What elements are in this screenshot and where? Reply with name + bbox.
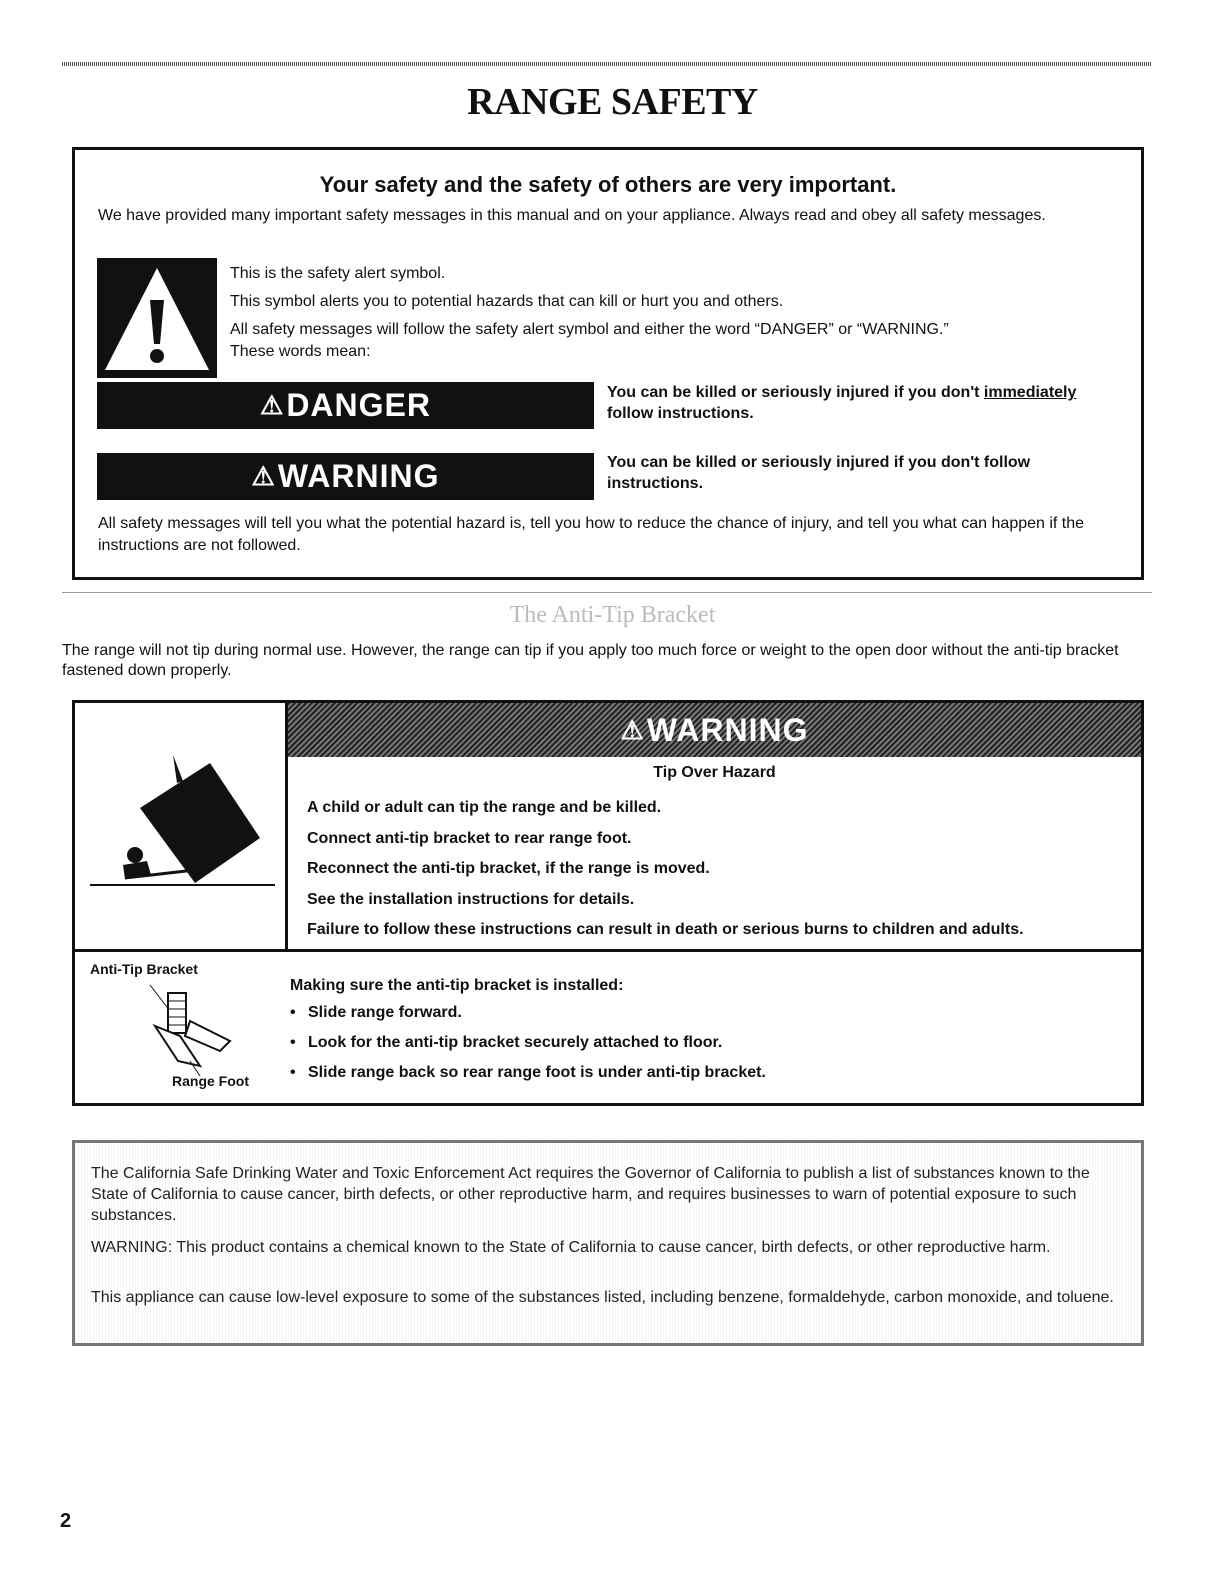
warning-description: You can be killed or seriously injured if you don't follow instructions. bbox=[607, 454, 1031, 492]
hazard-line: Connect anti-tip bracket to rear range foot. bbox=[307, 829, 632, 847]
tip-over-warning-box bbox=[72, 700, 1144, 1106]
hazard-line: A child or adult can tip the range and be killed. bbox=[307, 799, 662, 816]
hazard-line: Failure to follow these instructions can result in death or serious burns to children and adults. bbox=[307, 921, 1024, 938]
warning-banner-label: WARNING bbox=[646, 712, 809, 748]
warning-banner bbox=[288, 703, 1141, 757]
symbol-line-2: This symbol alerts you to potential hazards that can kill or hurt you and others. bbox=[230, 293, 784, 310]
list-item: • Look for the anti-tip bracket securely attached to floor. bbox=[290, 1028, 1110, 1058]
danger-description bbox=[607, 382, 1127, 424]
symbol-line-4: These words mean: bbox=[230, 343, 371, 360]
tip-over-illustration bbox=[85, 753, 280, 893]
safety-footer: All safety messages will tell you what the potential hazard is, tell you how to reduce the chance of injury, and tell you what can happen if the instructions are not followed. bbox=[98, 515, 1085, 554]
california-paragraph: WARNING: This product contains a chemical known to the State of California to cause cancer, birth defects, or other reproductive harm. bbox=[91, 1239, 1051, 1256]
list-item: • Slide range forward. bbox=[290, 998, 1110, 1028]
hazard-title: Tip Over Hazard bbox=[653, 764, 776, 781]
hazard-line: See the installation instructions for details. bbox=[307, 890, 635, 908]
bracket-caption: Anti-Tip Bracket bbox=[90, 961, 198, 977]
warning-triangle-icon: ⚠ bbox=[620, 715, 645, 745]
safety-intro: We have provided many important safety messages in this manual and on your appliance. Always read and obey all safety messages. bbox=[98, 207, 1046, 224]
foot-caption: Range Foot bbox=[172, 1073, 249, 1089]
california-notice-box bbox=[72, 1140, 1144, 1346]
hazard-lines bbox=[307, 793, 1127, 946]
warning-signal-word bbox=[97, 453, 594, 500]
danger-label: DANGER bbox=[286, 387, 431, 423]
california-paragraph: The California Safe Drinking Water and Toxic Enforcement Act requires the Governor of California to publish a list of substances known to the State of California to cause cancer, birth defects, or other reproductive harm, and requires businesses to warn of potential exposure to such substances. bbox=[91, 1165, 1090, 1224]
danger-desc-emphasis: immediately bbox=[983, 384, 1077, 401]
anti-tip-bracket-illustration bbox=[120, 981, 250, 1076]
check-steps bbox=[290, 998, 1110, 1088]
warning-label: WARNING bbox=[277, 458, 440, 494]
danger-desc-text: You can be killed or seriously injured if you don't bbox=[607, 384, 984, 401]
top-rule bbox=[62, 62, 1152, 66]
symbol-line-3: All safety messages will follow the safety alert symbol and either the word “DANGER” or “WARNING.” bbox=[230, 321, 949, 338]
section-title: The Anti-Tip Bracket bbox=[509, 602, 716, 628]
page-number: 2 bbox=[60, 1510, 72, 1532]
danger-signal-word bbox=[97, 382, 594, 429]
hazard-line: Reconnect the anti-tip bracket, if the range is moved. bbox=[307, 860, 710, 877]
safety-heading: Your safety and the safety of others are very important. bbox=[319, 172, 897, 197]
symbol-line-1: This is the safety alert symbol. bbox=[230, 265, 446, 282]
box-divider bbox=[75, 949, 1141, 952]
warning-triangle-icon: ⚠ bbox=[260, 390, 285, 420]
danger-desc-end: follow instructions. bbox=[607, 405, 754, 422]
safety-alert-icon bbox=[97, 258, 217, 378]
california-paragraph: This appliance can cause low-level exposure to some of the substances listed, including benzene, formaldehyde, carbon monoxide, and toluene. bbox=[91, 1289, 1114, 1306]
section-divider bbox=[62, 592, 1152, 593]
safety-info-box bbox=[72, 147, 1144, 580]
list-item: • Slide range back so rear range foot is under anti-tip bracket. bbox=[290, 1058, 1110, 1088]
page-title: RANGE SAFETY bbox=[467, 81, 758, 123]
anti-tip-paragraph: The range will not tip during normal use. However, the range can tip if you apply too much force or weight to the open door without the anti-tip bracket fastened down properly. bbox=[62, 642, 1119, 679]
check-heading: Making sure the anti-tip bracket is installed: bbox=[290, 977, 624, 994]
warning-triangle-icon: ⚠ bbox=[251, 461, 276, 491]
